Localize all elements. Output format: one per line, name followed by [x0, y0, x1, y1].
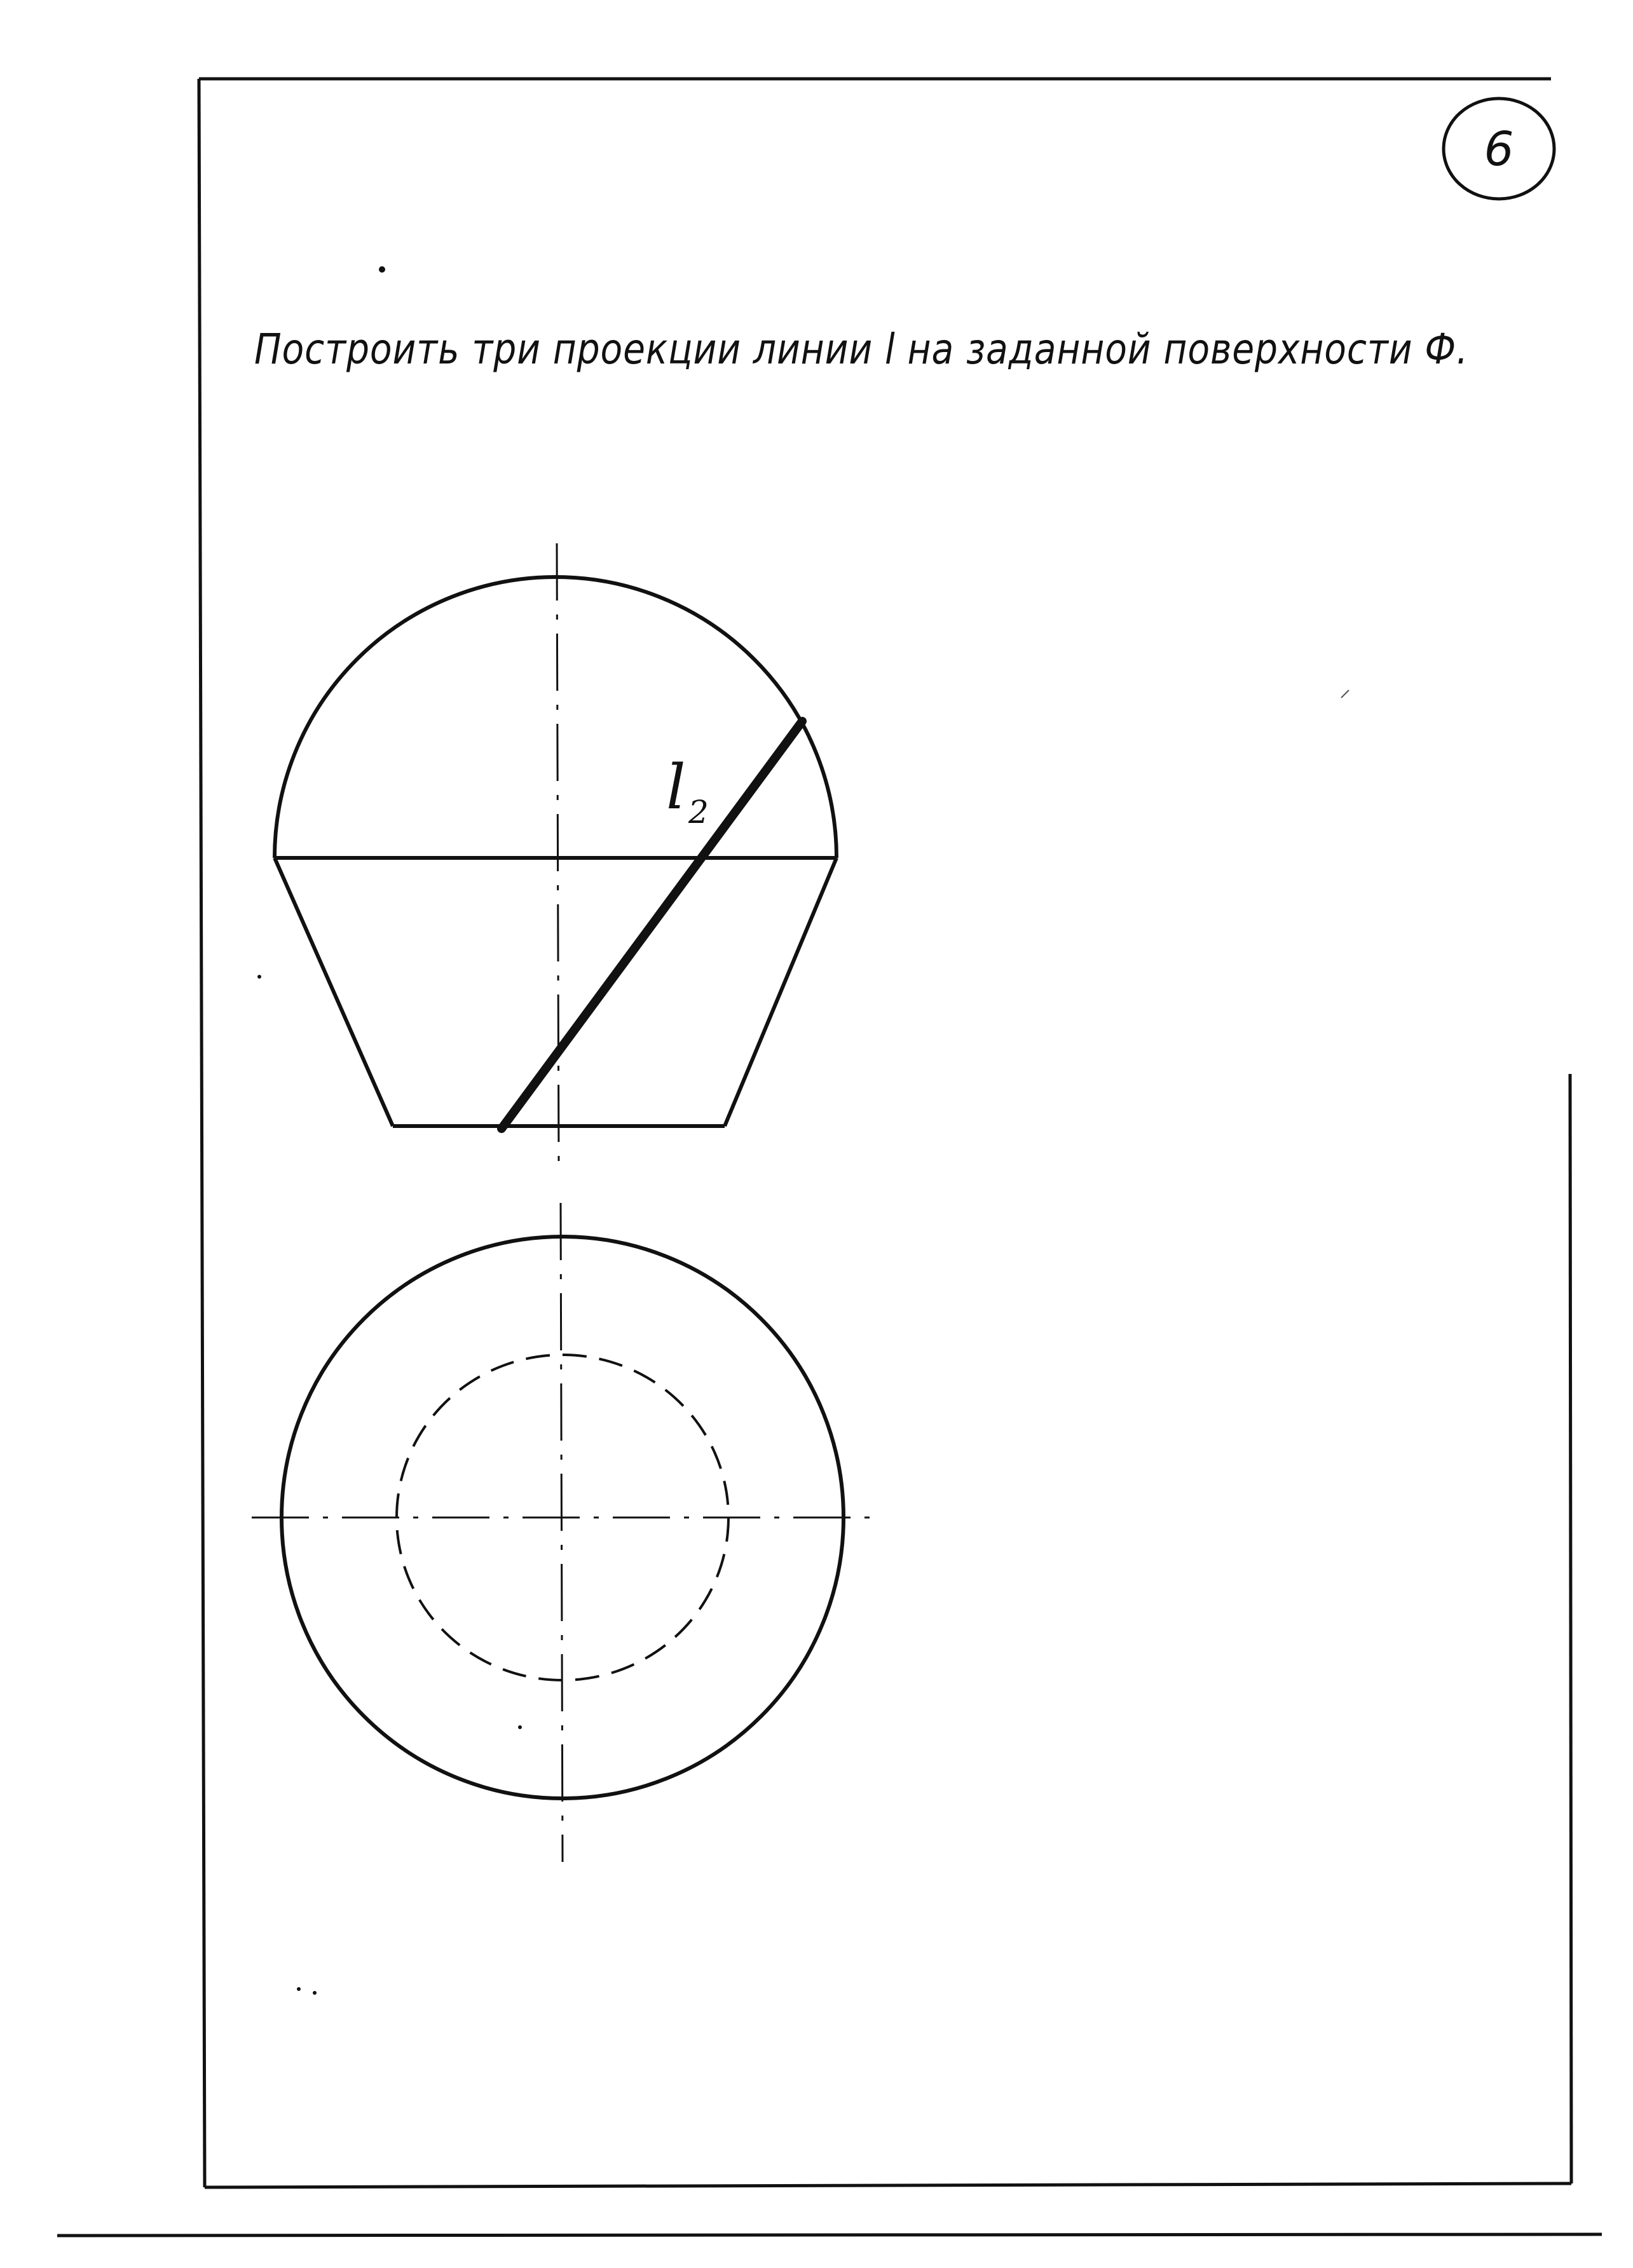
speck: [518, 1725, 522, 1729]
sphere-cap-outline: [275, 577, 837, 858]
speck: [313, 1991, 317, 1995]
front-view: [275, 543, 837, 1163]
line-l2-subscript: 2: [688, 794, 709, 831]
frame-bottom-edge: [205, 2183, 1571, 2187]
scan-bottom-line: [57, 2234, 1602, 2236]
scan-specks: [257, 266, 1349, 1995]
sheet-number: 6: [1484, 122, 1514, 177]
frame-left-edge: [199, 79, 205, 2187]
speck: [379, 266, 385, 273]
speck: [1341, 690, 1349, 698]
sheet-frame: [57, 79, 1602, 2236]
top-view: [252, 1203, 875, 1862]
speck: [297, 1987, 301, 1991]
task-statement: Построить три проекции линии l на заданной поверхности Ф.: [254, 325, 1468, 374]
top-view-vertical-axis: [561, 1203, 563, 1862]
speck: [257, 975, 261, 979]
sheet-number-badge: [1444, 98, 1554, 199]
line-l2-label: l: [666, 752, 686, 823]
cone-left-generator: [275, 858, 393, 1126]
line-l2: [502, 721, 802, 1129]
frame-right-edge: [1570, 1074, 1571, 2183]
cone-right-generator: [725, 858, 837, 1126]
front-view-axis: [557, 543, 559, 1163]
